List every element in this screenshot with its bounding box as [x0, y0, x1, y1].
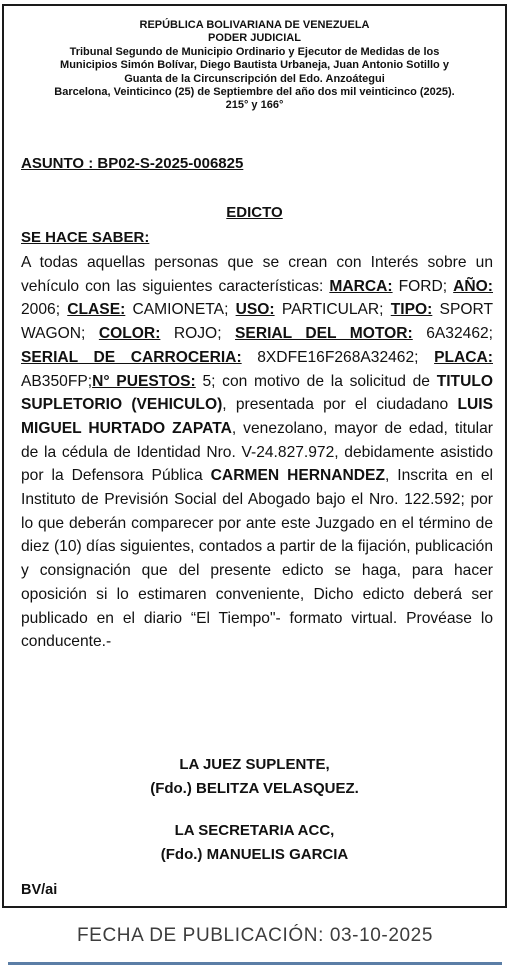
label-color: COLOR:: [98, 325, 161, 343]
label-anio: AÑO:: [453, 277, 493, 295]
body-intro: A todas aquellas personas que se crean con Interés sobre un vehículo con las siguientes características:: [21, 254, 493, 295]
value-marca: FORD;: [392, 277, 454, 295]
secretary-name: (Fdo.) MANUELIS GARCIA: [160, 846, 349, 863]
document-title: EDICTO: [226, 204, 283, 221]
request-type: TITULO SUPLETORIO (VEHICULO): [21, 372, 494, 414]
body-text-2: , presentada por el ciudadano: [222, 396, 458, 414]
value-clase: CAMIONETA;: [125, 301, 236, 319]
header-date: Barcelona, Veinticinco (25) de Septiembre del año dos mil veinticinco (2025).: [54, 86, 455, 99]
header-republic: REPÚBLICA BOLIVARIANA DE VENEZUELA: [139, 19, 370, 31]
body-text-4: , Inscrita en el Instituto de Previsión Social del Abogado bajo el Nro. 122.592; por lo que deberán comparecer por ante este Juzgado en el término de diez (10) días siguientes, contados a partir de la fijación, publicación y consignación que del presente edicto se haga, para hacer oposición si lo estimaren conveniente, Dicho edicto deberá ser publicado en el diario “El Tiempo"- formato virtual. Provéase lo conducente.-: [21, 467, 493, 651]
public-defender-name: CARMEN HERNANDEZ: [210, 467, 385, 485]
label-clase: CLASE:: [67, 301, 126, 319]
document-initials: BV/ai: [21, 882, 58, 898]
label-serial-motor: SERIAL DEL MOTOR:: [235, 325, 413, 343]
header-judicial-power: PODER JUDICIAL: [208, 32, 301, 45]
label-marca: MARCA:: [329, 277, 393, 295]
header-circumscription: Guanta de la Circunscripción del Edo. Anzoátegui: [124, 72, 385, 85]
notice-heading: SE HACE SABER:: [21, 229, 150, 246]
value-color: ROJO;: [160, 325, 236, 343]
label-tipo: TIPO:: [390, 301, 433, 319]
value-placa: AB350FP;: [21, 372, 93, 390]
value-uso: PARTICULAR;: [274, 301, 391, 319]
edict-body: [21, 251, 493, 654]
body-text-3: , venezolano, mayor de edad, titular de la cédula de Identidad Nro. V-24.827.972, debidamente asistido por la Defensora Pública: [21, 419, 493, 485]
label-serial-carroceria: SERIAL DE CARROCERIA:: [21, 348, 242, 366]
publication-date: FECHA DE PUBLICACIÓN: 03-10-2025: [76, 925, 434, 946]
label-placa: PLACA:: [434, 348, 493, 366]
secretary-title: LA SECRETARIA ACC,: [174, 822, 335, 839]
court-header: [4, 19, 505, 113]
header-court-name: Tribunal Segundo de Municipio Ordinario y Ejecutor de Medidas de los: [69, 45, 440, 58]
judge-name: (Fdo.) BELITZA VELASQUEZ.: [150, 780, 359, 797]
value-puestos: 5; con motivo de la solicitud de: [195, 372, 437, 390]
judge-title: LA JUEZ SUPLENTE,: [179, 756, 330, 773]
edict-frame: [2, 4, 507, 908]
applicant-name: LUIS MIGUEL HURTADO ZAPATA: [21, 396, 493, 437]
judge-signature: [4, 753, 505, 801]
case-number: ASUNTO : BP02-S-2025-006825: [21, 155, 244, 172]
secretary-signature: [4, 819, 505, 867]
value-serial-motor: 6A32462;: [412, 325, 494, 343]
header-municipalities: Municipios Simón Bolívar, Diego Bautista Urbaneja, Juan Antonio Sotillo y: [60, 59, 449, 72]
label-puestos: N° PUESTOS:: [92, 372, 196, 390]
value-anio: 2006;: [21, 301, 68, 319]
value-tipo: SPORT WAGON;: [21, 301, 493, 343]
footer-divider: [8, 962, 502, 965]
value-serial-carroceria: 8XDFE16F268A32462;: [241, 348, 435, 366]
header-years: 215° y 166°: [225, 99, 284, 112]
label-uso: USO:: [235, 301, 275, 319]
